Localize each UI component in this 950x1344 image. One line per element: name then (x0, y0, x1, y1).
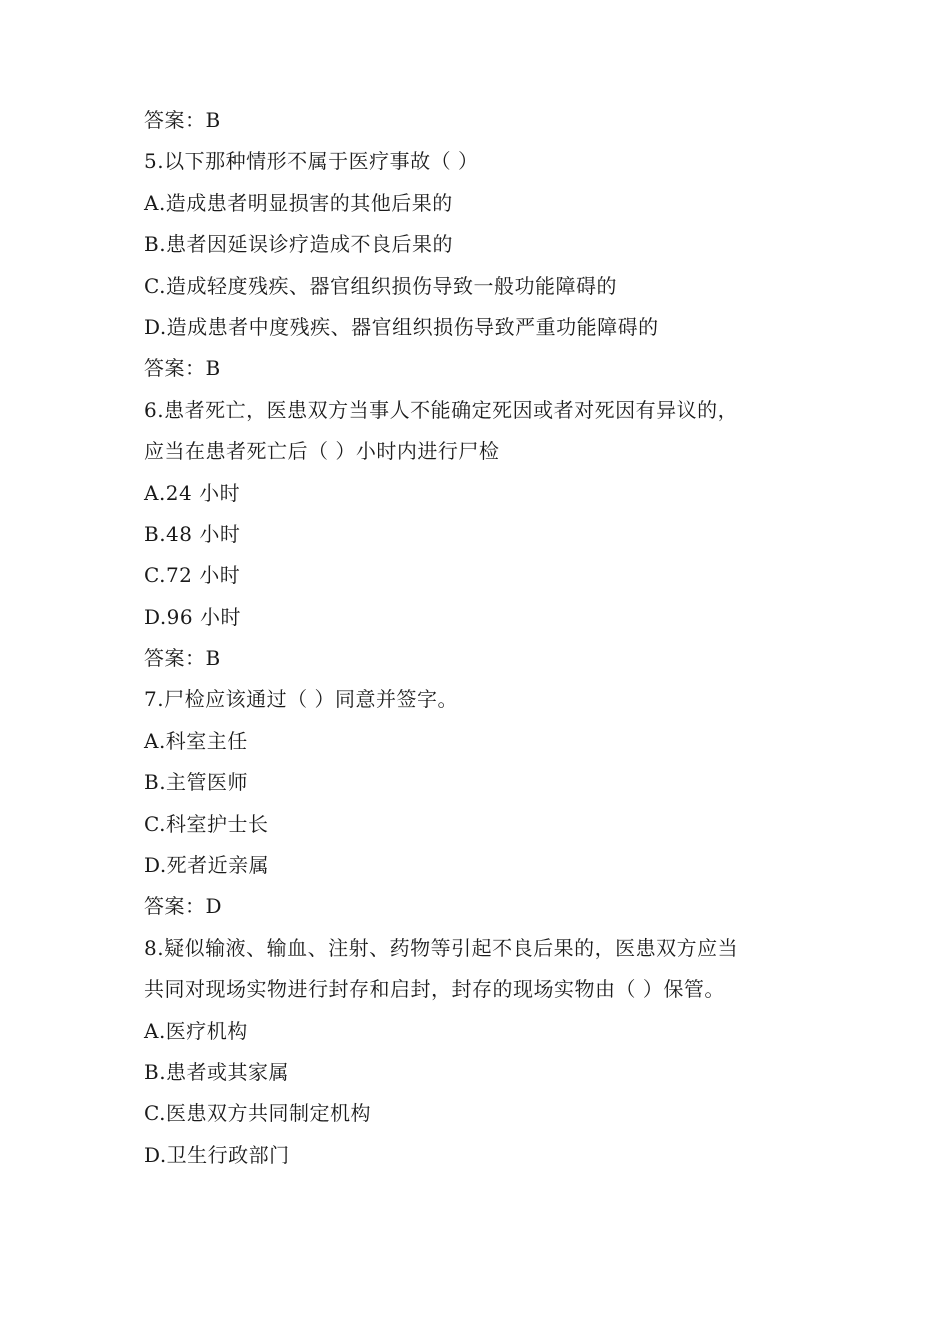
option-d: D.造成患者中度残疾、器官组织损伤导致严重功能障碍的 (144, 314, 659, 339)
option-d: D.死者近亲属 (144, 853, 270, 878)
option-a: A.科室主任 (144, 728, 248, 753)
question-6: 6.患者死亡，医患双方当事人不能确定死因或者对死因有异议的， (144, 397, 739, 422)
option-b: B.48 小时 (144, 521, 241, 546)
option-a: A.造成患者明显损害的其他后果的 (144, 190, 453, 215)
option-b: B.患者因延误诊疗造成不良后果的 (144, 232, 454, 257)
option-c: C.造成轻度残疾、器官组织损伤导致一般功能障碍的 (144, 273, 617, 298)
question-8: 8.疑似输液、输血、注射、药物等引起不良后果的，医患双方应当 (144, 935, 739, 960)
option-a: A.医疗机构 (144, 1018, 248, 1043)
option-c: C.科室护士长 (144, 811, 269, 836)
option-b: B.患者或其家属 (144, 1059, 290, 1084)
answer-line: 答案：B (144, 356, 221, 381)
option-c: C.医患双方共同制定机构 (144, 1101, 371, 1126)
document-body (144, 100, 824, 1176)
option-d: D.96 小时 (144, 604, 241, 629)
question-6-continued: 应当在患者死亡后（ ）小时内进行尸检 (144, 439, 500, 464)
question-5: 5.以下那种情形不属于医疗事故（ ） (144, 149, 479, 174)
option-d: D.卫生行政部门 (144, 1142, 290, 1167)
option-a: A.24 小时 (144, 480, 241, 505)
question-7: 7.尸检应该通过（ ）同意并签字。 (144, 687, 458, 712)
answer-line: 答案：B (144, 108, 221, 132)
answer-line: 答案：D (144, 894, 223, 919)
question-8-continued: 共同对现场实物进行封存和启封，封存的现场实物由（ ）保管。 (144, 977, 725, 1002)
answer-line: 答案：B (144, 646, 221, 671)
option-c: C.72 小时 (144, 563, 241, 588)
option-b: B.主管医师 (144, 770, 249, 795)
